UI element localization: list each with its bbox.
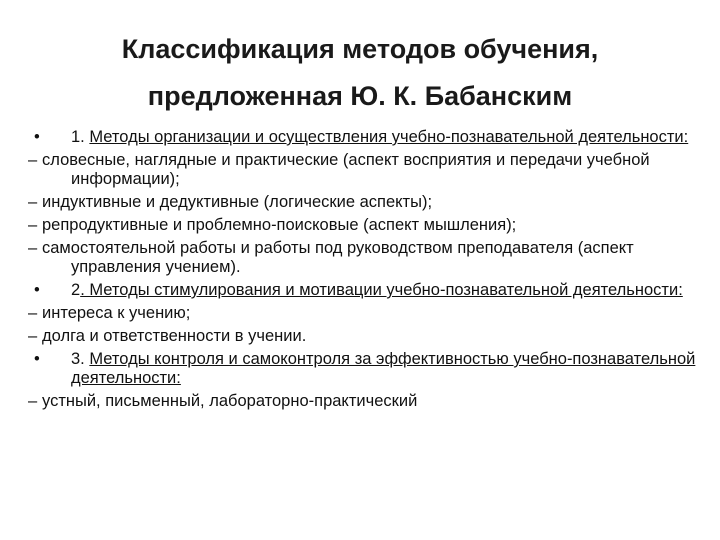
dash-text: репродуктивные и проблемно-поисковые (аспект мышления); [42, 216, 517, 234]
dash-item [28, 304, 708, 323]
bullet-item-3 [28, 350, 708, 388]
dash-text: устный, письменный, лабораторно-практический [42, 392, 418, 410]
title-line-1: Классификация методов обучения, [121, 34, 599, 64]
dash-item [28, 239, 708, 277]
dash-text: индуктивные и дедуктивные (логические аспекты); [42, 193, 433, 211]
dash-marker: – [28, 392, 38, 410]
dash-marker: – [28, 304, 38, 322]
slide-title [60, 26, 660, 120]
dash-text: долга и ответственности в учении. [42, 327, 307, 345]
title-line-2: предложенная Ю. К. Бабанским [147, 81, 573, 111]
dash-marker: – [28, 216, 38, 234]
dash-item [28, 327, 708, 346]
dash-text: словесные, наглядные и практические (аспект восприятия и передачи учебной информации); [42, 151, 650, 188]
bullet-heading-text: Методы организации и осуществления учебно-познавательной деятельности: [89, 128, 689, 146]
bullet-heading-text: . Методы стимулирования и мотивации учебно-познавательной деятельности: [80, 281, 683, 299]
bullet-marker: • [34, 350, 40, 368]
bullet-number: 1. [71, 128, 90, 146]
dash-marker: – [28, 193, 38, 211]
bullet-item-2 [28, 281, 708, 300]
slide-body [28, 128, 708, 415]
dash-item [28, 151, 708, 189]
dash-text: интереса к учению; [42, 304, 191, 322]
bullet-marker: • [34, 128, 40, 146]
bullet-item-1 [28, 128, 708, 147]
dash-item [28, 392, 708, 411]
bullet-number: 2 [71, 281, 81, 299]
dash-marker: – [28, 327, 38, 345]
bullet-heading-text: Методы контроля и самоконтроля за эффективностью учебно-познавательной деятельности: [71, 350, 696, 387]
dash-marker: – [28, 151, 38, 169]
bullet-number: 3. [71, 350, 90, 368]
dash-text: самостоятельной работы и работы под руководством преподавателя (аспект управления учением). [42, 239, 634, 276]
bullet-marker: • [34, 281, 40, 299]
dash-item [28, 193, 708, 212]
dash-marker: – [28, 239, 38, 257]
dash-item [28, 216, 708, 235]
